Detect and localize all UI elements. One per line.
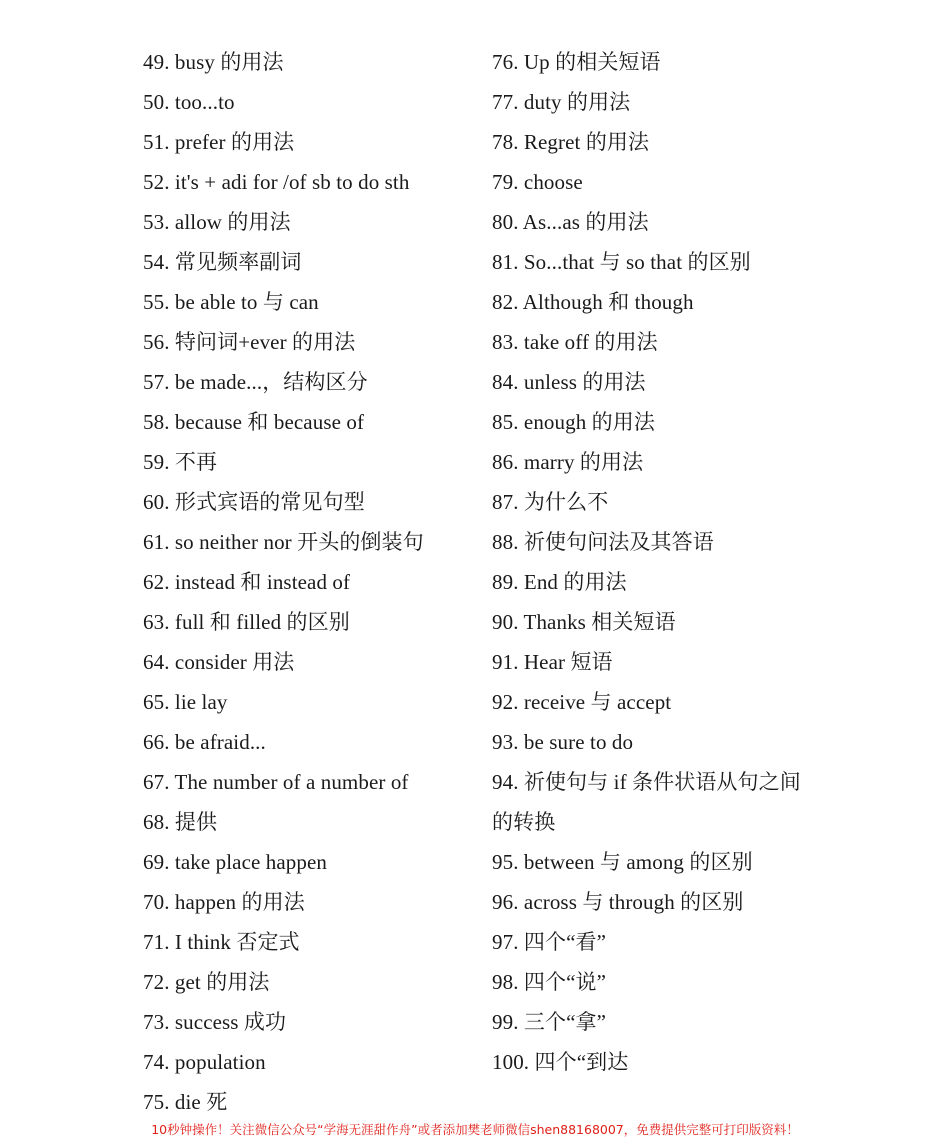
list-item: 96. across 与 through 的区别 [492,890,744,914]
list-item: 58. because 和 because of [143,410,365,434]
list-item: 85. enough 的用法 [492,410,655,434]
promo-footer: 10秒钟操作！关注微信公众号“学海无涯甜作舟”或者添加樊老师微信shen88168007，免费提供完整可打印版资料！ [151,1122,799,1137]
list-item: 50. too...to [143,90,235,114]
list-item: 83. take off 的用法 [492,330,658,354]
list-item: 94. 祈使句与 if 条件状语从句之间的转换 [492,770,801,834]
list-item: 54. 常见频率副词 [143,250,302,274]
list-item: 53. allow 的用法 [143,210,291,234]
list-item: 51. prefer 的用法 [143,130,295,154]
list-item: 89. End 的用法 [492,570,627,594]
list-item: 64. consider 用法 [143,650,295,674]
list-item: 60. 形式宾语的常见句型 [143,490,365,514]
list-item: 68. 提供 [143,810,218,834]
list-item: 93. be sure to do [492,730,634,754]
list-item: 67. The number of a number of [143,770,409,794]
list-item: 56. 特问词+ever 的用法 [143,330,356,354]
list-item: 62. instead 和 instead of [143,570,351,594]
list-item: 95. between 与 among 的区别 [492,850,753,874]
list-item: 98. 四个“说” [492,970,607,994]
list-item: 99. 三个“拿” [492,1010,607,1034]
list-item: 84. unless 的用法 [492,370,646,394]
list-item: 80. As...as 的用法 [492,210,649,234]
list-item: 74. population [143,1050,266,1074]
list-item: 63. full 和 filled 的区别 [143,610,350,634]
list-item: 55. be able to 与 can [143,290,319,314]
list-item: 100. 四个“到达 [492,1050,629,1074]
list-item: 73. success 成功 [143,1010,287,1034]
list-item: 66. be afraid... [143,730,266,754]
list-item: 78. Regret 的用法 [492,130,650,154]
list-item: 77. duty 的用法 [492,90,631,114]
list-item: 79. choose [492,170,583,194]
list-item: 57. be made...，结构区分 [143,370,368,394]
list-item: 49. busy 的用法 [143,50,284,74]
list-item: 87. 为什么不 [492,490,609,514]
list-item: 59. 不再 [143,450,218,474]
list-item: 72. get 的用法 [143,970,270,994]
list-item: 75. die 死 [143,1090,228,1114]
list-item: 92. receive 与 accept [492,690,672,714]
list-item: 97. 四个“看” [492,930,607,954]
list-item: 76. Up 的相关短语 [492,50,661,74]
list-item: 90. Thanks 相关短语 [492,610,676,634]
list-item: 52. it's + adi for /of sb to do sth [143,170,410,194]
list-item: 69. take place happen [143,850,328,874]
left-column-list [143,42,473,1122]
list-item: 61. so neither nor 开头的倒装句 [143,530,424,554]
list-item: 88. 祈使句问法及其答语 [492,530,714,554]
right-column-list [492,42,822,1082]
list-item: 91. Hear 短语 [492,650,613,674]
list-item: 70. happen 的用法 [143,890,305,914]
list-item: 86. marry 的用法 [492,450,644,474]
list-item: 81. So...that 与 so that 的区别 [492,250,751,274]
list-item: 71. I think 否定式 [143,930,300,954]
list-item: 65. lie lay [143,690,228,714]
list-item: 82. Although 和 though [492,290,694,314]
